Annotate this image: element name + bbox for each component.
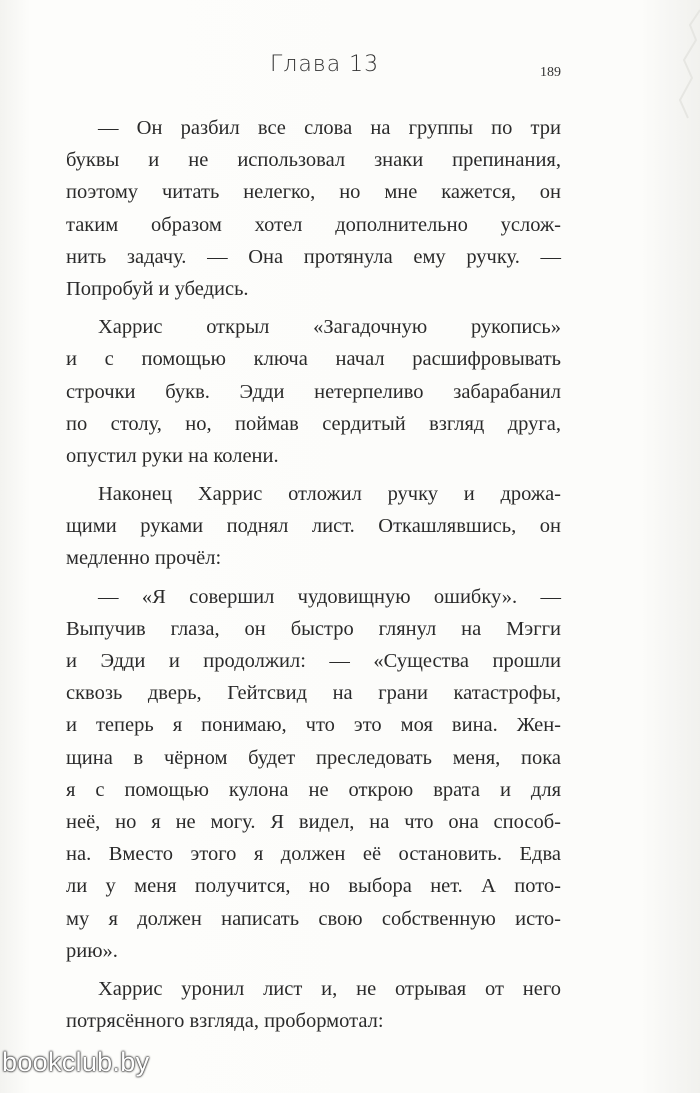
text-line: Харрис уронил лист и, не отрывая от него bbox=[98, 977, 561, 1000]
text-line: — Он разбил все слова на группы по три bbox=[98, 117, 561, 139]
text-line: неё, но я не могу. Я видел, на что она способ- bbox=[66, 810, 561, 833]
text-line: сквозь дверь, Гейтсвид на грани катастрофы, bbox=[66, 682, 561, 705]
text-line: строчки букв. Эдди нетерпеливо забарабанил bbox=[66, 380, 561, 403]
text-line: щина в чёрном будет преследовать меня, пока bbox=[66, 746, 561, 769]
body-text bbox=[66, 112, 561, 1037]
text-line: нить задачу. — Она протянула ему ручку. — bbox=[66, 245, 561, 268]
text-line: му я должен написать свою собственную исто- bbox=[66, 907, 561, 930]
text-line: и Эдди и продолжил: — «Существа прошли bbox=[66, 650, 561, 672]
chapter-title: Глава 13 bbox=[270, 52, 380, 77]
text-line: на. Вместо этого я должен её остановить. Едва bbox=[66, 843, 561, 866]
text-line: медленно прочёл: bbox=[66, 547, 222, 570]
text-line: щими руками поднял лист. Откашлявшись, он bbox=[66, 515, 561, 538]
page-number: 189 bbox=[540, 65, 561, 80]
text-line: — «Я совершил чудовищную ошибку». — bbox=[98, 585, 561, 608]
text-line: Попробуй и убедись. bbox=[66, 277, 249, 300]
text-line: и с помощью ключа начал расшифровывать bbox=[66, 348, 561, 371]
text-line: и теперь я понимаю, что это моя вина. Жен- bbox=[66, 714, 561, 737]
text-line: буквы и не использовал знаки препинания, bbox=[66, 149, 561, 172]
text-line: я с помощью кулона не открою врата и для bbox=[66, 778, 561, 801]
text-line: рию». bbox=[66, 939, 118, 962]
text-line: таким образом хотел дополнительно услож- bbox=[66, 213, 561, 236]
text-line: потрясённого взгляда, пробормотал: bbox=[66, 1010, 384, 1033]
text-line: Наконец Харрис отложил ручку и дрожа- bbox=[98, 483, 561, 506]
text-line: Выпучив глаза, он быстро глянул на Мэгги bbox=[66, 617, 561, 640]
text-line: поэтому читать нелегко, но мне кажется, он bbox=[66, 181, 561, 204]
text-line: Харрис открыл «Загадочную рукопись» bbox=[98, 316, 561, 339]
text-line: по столу, но, поймав сердитый взгляд друга, bbox=[66, 412, 561, 435]
text-line: ли у меня получится, но выбора нет. А пото- bbox=[66, 875, 561, 898]
text-line: опустил руки на колени. bbox=[66, 444, 279, 467]
corner-decoration bbox=[640, 0, 700, 140]
running-header bbox=[270, 52, 570, 92]
watermark-logo: bookclub.by bbox=[2, 1047, 150, 1077]
